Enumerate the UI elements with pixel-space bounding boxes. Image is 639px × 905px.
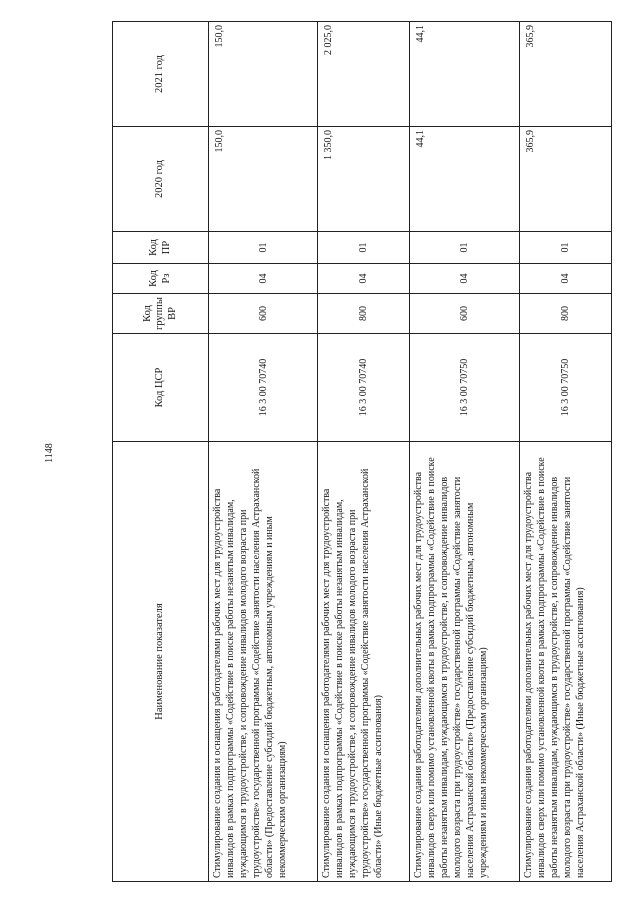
row-vr: 800 bbox=[519, 294, 611, 334]
row-2020: 150,0 bbox=[209, 127, 318, 232]
header-rz: Код Рз bbox=[113, 264, 209, 294]
row-2021: 365,9 bbox=[519, 22, 611, 127]
rotated-table-container bbox=[112, 22, 612, 882]
row-2021: 2 025,0 bbox=[318, 22, 410, 127]
table-row bbox=[209, 22, 318, 882]
row-csr: 16 3 00 70750 bbox=[519, 334, 611, 442]
budget-table bbox=[112, 21, 612, 882]
header-csr: Код ЦСР bbox=[113, 334, 209, 442]
row-2021: 44,1 bbox=[410, 22, 519, 127]
row-name: Стимулирование создания и оснащения работодателями рабочих мест для трудоустройства инвалидов в рамках подпрограммы «Содействие в поиске работы незанятым инвалидам, нуждающимся в трудоустройстве, и сопровождение инвалидов молодого возраста при трудоустройстве» государственной программы «Содействие занятости населения Астраханской области» (Иные бюджетные ассигнования) bbox=[318, 442, 410, 882]
row-2020: 1 350,0 bbox=[318, 127, 410, 232]
table-row bbox=[519, 22, 611, 882]
page-number: 1148 bbox=[44, 443, 55, 463]
row-vr: 600 bbox=[209, 294, 318, 334]
header-name: Наименование показателя bbox=[113, 442, 209, 882]
table-row bbox=[410, 22, 519, 882]
row-rz: 04 bbox=[209, 264, 318, 294]
row-vr: 800 bbox=[318, 294, 410, 334]
row-csr: 16 3 00 70740 bbox=[209, 334, 318, 442]
row-rz: 04 bbox=[519, 264, 611, 294]
table-frame bbox=[112, 22, 612, 882]
row-2020: 365,9 bbox=[519, 127, 611, 232]
row-name: Стимулирование создания работодателями дополнительных рабочих мест для трудоустройства инвалидов сверх или помимо установленной квоты в рамках подпрограммы «Содействие в поиске работы незанятым инвалидам, нуждающимся в трудоустройстве, и сопровождение инвалидов молодого возраста при трудоустройстве» государственной программы «Содействие занятости населения Астраханской области» (Предоставление субсидий бюджетным, автономным учреждениям и иным некоммерческим организациям) bbox=[410, 442, 519, 882]
row-name: Стимулирование создания и оснащения работодателями рабочих мест для трудоустройства инвалидов в рамках подпрограммы «Содействие в поиске работы незанятым инвалидам, нуждающимся в трудоустройстве, и сопровождение инвалидов молодого возраста при трудоустройстве» государственной программы «Содействие занятости населения Астраханской области» (Предоставление субсидий бюджетным, автономным учреждениям и иным некоммерческим организациям) bbox=[209, 442, 318, 882]
header-2021: 2021 год bbox=[113, 22, 209, 127]
row-2020: 44,1 bbox=[410, 127, 519, 232]
header-pr: Код ПР bbox=[113, 232, 209, 264]
table-header-row bbox=[113, 22, 209, 882]
row-name: Стимулирование создания работодателями дополнительных рабочих мест для трудоустройства инвалидов сверх или помимо установленной квоты в рамках подпрограммы «Содействие в поиске работы незанятым инвалидам, нуждающимся в трудоустройстве, и сопровождение инвалидов молодого возраста при трудоустройстве» государственной программы «Содействие занятости населения Астраханской области» (Иные бюджетные ассигнования) bbox=[519, 442, 611, 882]
row-vr: 600 bbox=[410, 294, 519, 334]
header-vr: Код группы ВР bbox=[113, 294, 209, 334]
row-pr: 01 bbox=[410, 232, 519, 264]
header-2020: 2020 год bbox=[113, 127, 209, 232]
row-pr: 01 bbox=[318, 232, 410, 264]
row-rz: 04 bbox=[410, 264, 519, 294]
row-csr: 16 3 00 70750 bbox=[410, 334, 519, 442]
table-row bbox=[318, 22, 410, 882]
row-2021: 150,0 bbox=[209, 22, 318, 127]
row-pr: 01 bbox=[519, 232, 611, 264]
row-rz: 04 bbox=[318, 264, 410, 294]
row-pr: 01 bbox=[209, 232, 318, 264]
row-csr: 16 3 00 70740 bbox=[318, 334, 410, 442]
